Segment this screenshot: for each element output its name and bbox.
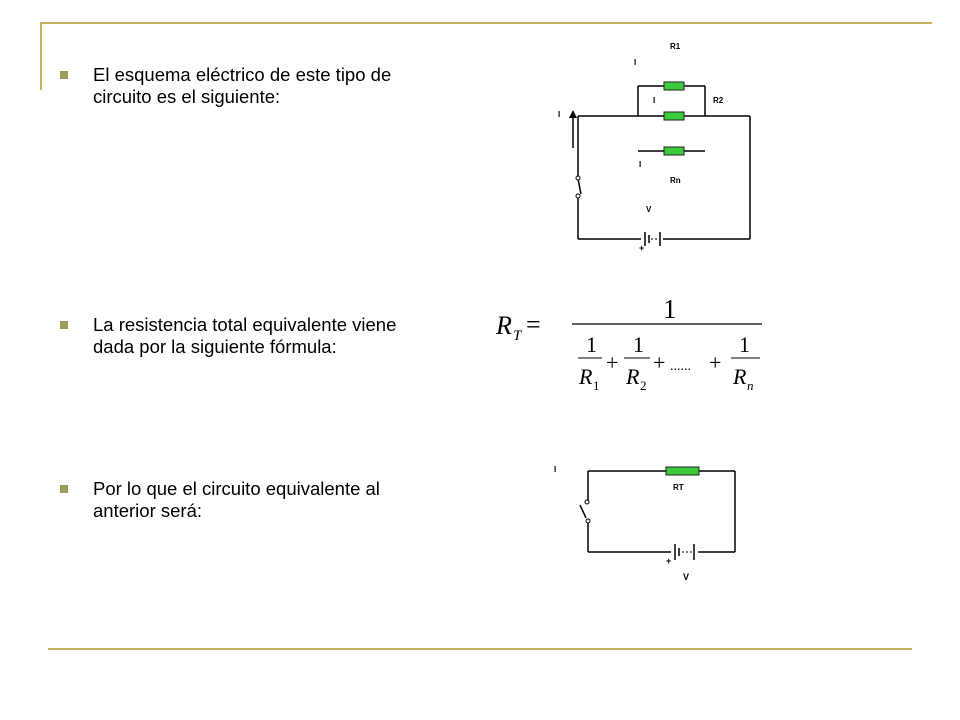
term-n-symbol: R	[733, 364, 747, 389]
label-i-low: I	[639, 160, 642, 169]
bullet-square-icon	[60, 321, 68, 329]
label-voltage: V	[683, 572, 690, 582]
term-1-symbol: R	[579, 364, 593, 389]
label-plus: +	[666, 556, 672, 566]
resistor-rn	[664, 147, 684, 155]
term-n-sub: n	[747, 378, 754, 393]
formula-lhs-symbol: R	[496, 311, 512, 340]
label-r2: R2	[713, 96, 724, 105]
formula-plus-2: +	[653, 350, 666, 375]
term-2-symbol: R	[626, 364, 640, 389]
formula-equals: =	[526, 310, 541, 339]
label-i-mid: I	[653, 96, 656, 105]
bullet-2	[60, 314, 440, 358]
term-1-num: 1	[586, 332, 597, 357]
label-i-top: I	[634, 58, 637, 67]
bullet-1-text: El esquema eléctrico de este tipo de circuito es el siguiente:	[93, 64, 392, 107]
formula-numerator: 1	[663, 294, 677, 324]
switch-contact-icon	[585, 500, 589, 504]
left-rule	[40, 22, 42, 90]
label-i-left: I	[558, 110, 561, 119]
label-plus: +	[639, 243, 645, 253]
switch-contact-icon	[576, 194, 580, 198]
label-rt: RT	[673, 483, 684, 492]
formula-lhs-sub: T	[513, 328, 522, 344]
formula-dots: ......	[670, 359, 691, 374]
bullet-square-icon	[60, 485, 68, 493]
resistor-r2	[664, 112, 684, 120]
term-2-num: 1	[633, 332, 644, 357]
bullet-2-text: La resistencia total equivalente viene dada por la siguiente fórmula:	[93, 314, 397, 357]
top-rule	[40, 22, 932, 24]
current-arrow-icon	[569, 110, 577, 118]
formula-plus-1: +	[606, 350, 619, 375]
bullet-square-icon	[60, 71, 68, 79]
label-i: I	[554, 465, 557, 474]
label-r1: R1	[670, 42, 681, 51]
term-n-num: 1	[739, 332, 750, 357]
label-rn: Rn	[670, 176, 681, 185]
resistor-r1	[664, 82, 684, 90]
bullet-3	[60, 478, 440, 522]
formula-plus-3: +	[709, 350, 722, 375]
term-2-sub: 2	[640, 378, 647, 393]
parallel-circuit-diagram	[550, 36, 770, 268]
bullet-3-text: Por lo que el circuito equivalente al anterior será:	[93, 478, 380, 521]
resistor-rt	[666, 467, 699, 475]
switch-contact-icon	[586, 519, 590, 523]
equivalent-circuit-diagram	[548, 460, 748, 588]
bullet-1	[60, 64, 440, 108]
term-1-sub: 1	[593, 378, 600, 393]
label-voltage: V	[646, 205, 652, 214]
switch-contact-icon	[576, 176, 580, 180]
bottom-rule	[48, 648, 912, 650]
equivalent-resistance-formula	[490, 290, 780, 400]
